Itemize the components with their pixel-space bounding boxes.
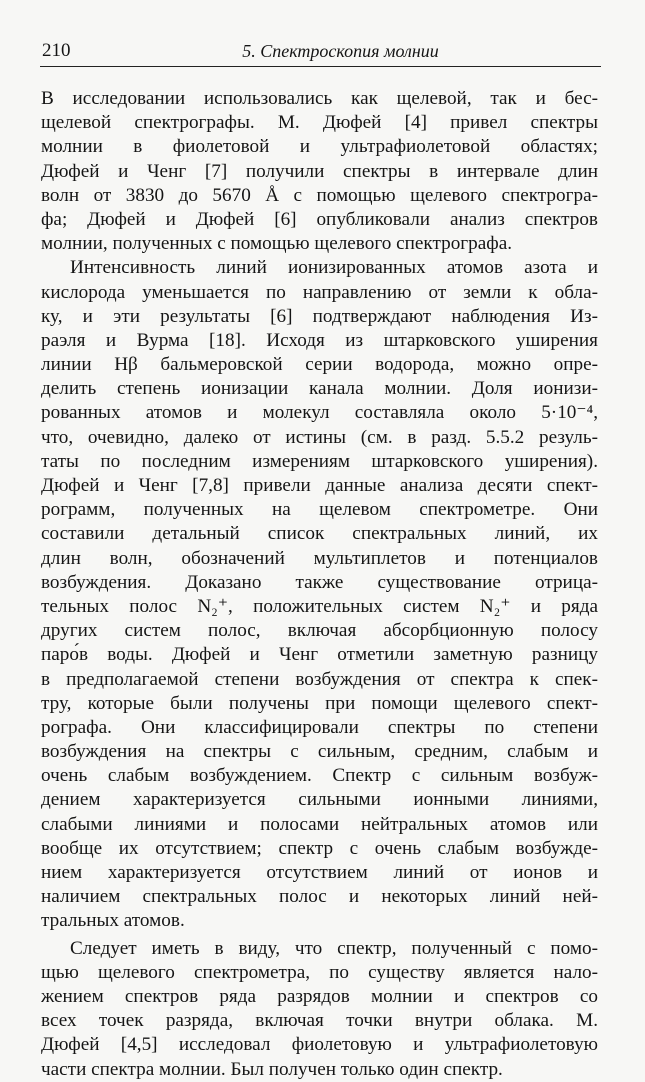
text-line: нием характеризуется отсутствием линий от ионов и: [41, 862, 598, 883]
text-line: тру, которые были получены при помощи щелевого спект-: [41, 692, 598, 714]
text-line: фа; Дюфей и Дюфей [6] опубликовали анализ спектров: [41, 208, 598, 230]
text-line: В исследовании использовались как щелевой, так и бес-: [41, 88, 598, 109]
text-line: рограмм, полученных на щелевом спектрометре. Они: [41, 499, 598, 521]
text-line: других систем полос, включая абсорбционную полосу: [41, 620, 598, 642]
text-line: волн от 3830 до 5670 Å с помощью щелевого спектрогра-: [41, 184, 598, 206]
text-line: тральных атомов.: [41, 910, 185, 932]
page-header: [40, 40, 601, 67]
text-line: молнии в фиолетовой и ультрафиолетовой областях;: [41, 136, 598, 158]
text-line: молнии, полученных с помощью щелевого спектрографа.: [41, 233, 513, 255]
text-line: тельных полос N₂⁺, положительных систем N₂⁺ и ряда: [41, 595, 598, 617]
text-line: вообще их отсутствием; спектр с очень слабым возбужде-: [41, 837, 598, 859]
text-line: паро́в воды. Дюфей и Ченг отметили заметную разницу: [41, 644, 598, 666]
text-line: щелевой спектрографы. М. Дюфей [4] привел спектры: [41, 112, 598, 134]
paragraph: [41, 256, 598, 933]
text-line: таты по последним измерениям штарковского уширения).: [41, 450, 598, 472]
text-line: что, очевидно, далеко от истины (см. в разд. 5.5.2 резуль-: [41, 426, 598, 448]
paragraph: [41, 937, 598, 1082]
text-line: слабыми линиями и полосами нейтральных атомов или: [41, 813, 598, 835]
text-line: жением спектров ряда разрядов молнии и спектров со: [41, 985, 598, 1007]
text-line: Дюфей и Ченг [7] получили спектры в интервале длин: [41, 160, 598, 182]
text-line: части спектра молнии. Был получен только один спектр.: [41, 1058, 503, 1080]
text-body: [41, 87, 598, 1082]
text-line: Следует иметь в виду, что спектр, полученный с помо-: [70, 937, 598, 959]
running-title: 5. Спектроскопия молнии: [242, 41, 439, 61]
text-line: всех точек разряда, включая точки внутри облака. М.: [41, 1010, 598, 1032]
text-line: возбуждения. Доказано также существование отрица-: [41, 571, 598, 593]
text-line: щью щелевого спектрометра, по существу является нало-: [41, 961, 598, 983]
page-number: 210: [42, 40, 71, 61]
text-line: Дюфей [4,5] исследовал фиолетовую и ультрафиолетовую: [41, 1034, 598, 1056]
text-line: составили детальный список спектральных линий, их: [41, 523, 598, 545]
text-line: возбуждения на спектры с сильным, средним, слабым и: [41, 741, 598, 763]
text-line: дением характеризуется сильными ионными линиями,: [41, 789, 598, 811]
text-line: Интенсивность линий ионизированных атомов азота и: [70, 257, 598, 279]
text-line: делить степень ионизации канала молнии. Доля ионизи-: [41, 378, 598, 400]
text-line: очень слабым возбуждением. Спектр с сильным возбуж-: [41, 765, 598, 787]
paragraph: [41, 87, 598, 256]
text-line: в предполагаемой степени возбуждения от спектра к спек-: [41, 668, 598, 690]
text-line: кислорода уменьшается по направлению от земли к обла-: [41, 281, 598, 303]
text-line: длин волн, обозначений мультиплетов и потенциалов: [41, 547, 598, 569]
text-line: линии Hβ бальмеровской серии водорода, можно опре-: [41, 354, 598, 376]
text-line: рованных атомов и молекул составляла около 5·10⁻⁴,: [41, 402, 598, 424]
text-line: Дюфей и Ченг [7,8] привели данные анализа десяти спект-: [41, 475, 598, 496]
text-line: ку, и эти результаты [6] подтверждают наблюдения Из-: [41, 305, 598, 327]
text-line: наличием спектральных полос и некоторых линий ней-: [41, 886, 598, 908]
text-line: рографа. Они классифицировали спектры по степени: [41, 716, 598, 738]
text-line: раэля и Вурма [18]. Исходя из штарковского уширения: [41, 329, 598, 351]
